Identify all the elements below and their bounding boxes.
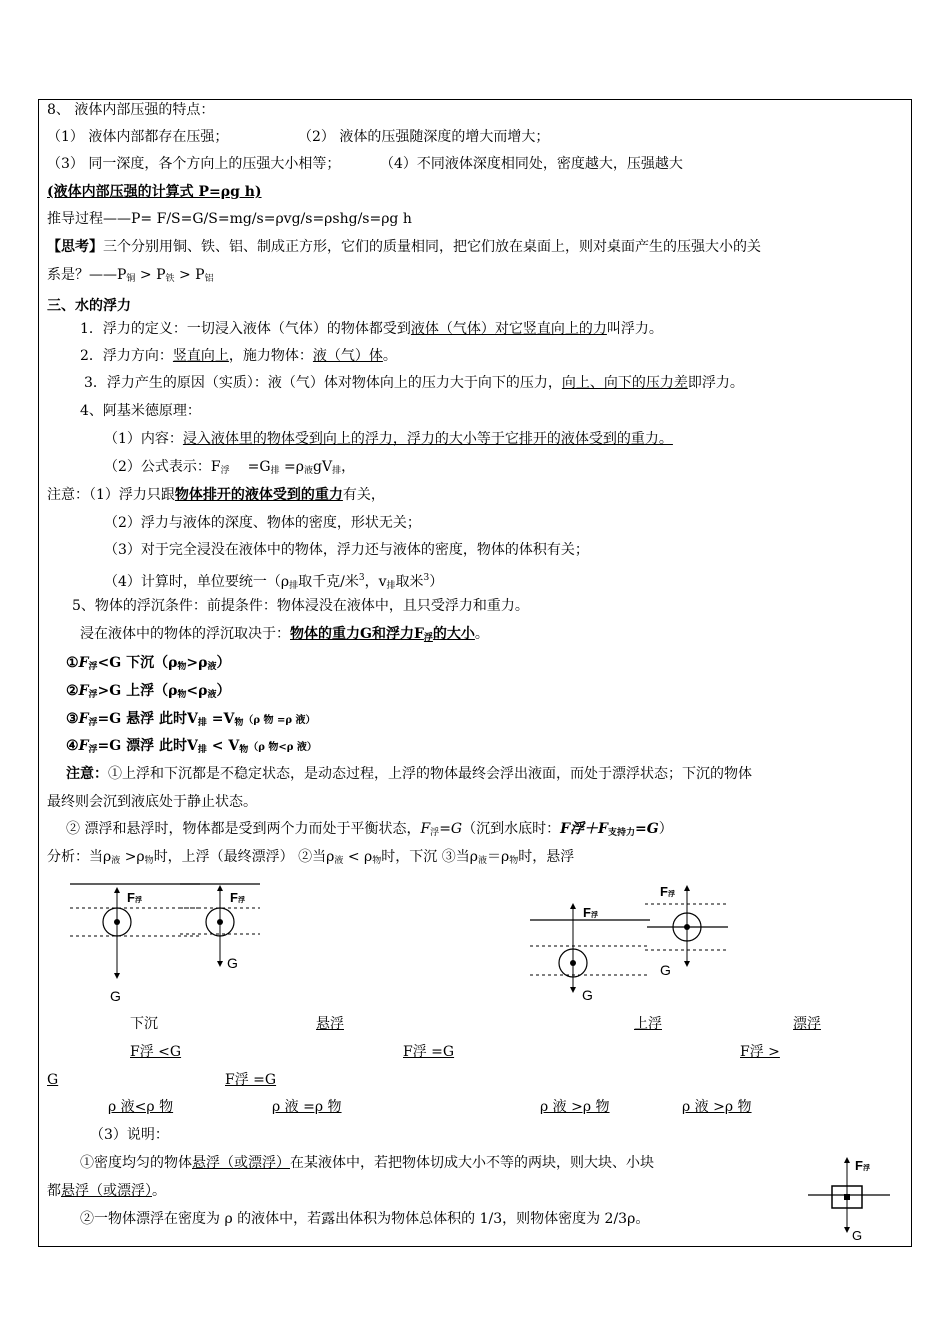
note-1: 注意：（1）浮力只跟物体排开的液体受到的重力有关， [47, 487, 385, 503]
relation-float: F浮 > [740, 1044, 780, 1060]
g-label: G [227, 955, 238, 971]
g-label: G [660, 962, 671, 978]
diagram-suspend [180, 884, 260, 971]
condition-suspend: $③F_浮=G$ 悬浮 此时$V_排 =V_物(\rho$ 物 =ρ 液） [66, 711, 316, 728]
rho-rise: ρ 液 >ρ 物 [540, 1099, 610, 1115]
g-label: G [582, 987, 593, 1003]
buoyancy-direction: 2．浮力方向：竖直向上，施力物体：液（气）体。 [80, 348, 397, 364]
note-3: （3）对于完全浸没在液体中的物体，浮力还与液体的密度，物体的体积有关； [104, 542, 589, 558]
attention-line-2: 最终则会沉到液底处于静止状态。 [47, 794, 257, 810]
property-1: （1） 液体内部都存在压强； [47, 129, 229, 145]
explain-2: 都悬浮（或漂浮）。 [47, 1183, 166, 1199]
attention-line-1: 注意：①上浮和下沉都是不稳定状态，是动态过程，上浮的物体最终会浮出液面，而处于漂浮状态；下沉的物体 [66, 766, 752, 782]
property-2: （2） 液体的压强随深度的增大而增大； [298, 129, 550, 145]
explain-3: ②一物体漂浮在密度为 ρ 的液体中，若露出体积为物体总体积的 1/3，则物体密度为 2/3ρ。 [80, 1211, 650, 1227]
archimedes-content: （1）内容：浸入液体里的物体受到向上的浮力，浮力的大小等于它排开的液体受到的重力。 [104, 431, 673, 447]
caption-sink: 下沉 [130, 1016, 158, 1032]
property-3: （3） 同一深度，各个方向上的压强大小相等； [47, 156, 341, 172]
g-label: G [852, 1228, 863, 1243]
sink-float-conditions: 5、物体的浮沉条件：前提条件：物体浸没在液体中，且只受浮力和重力。 [72, 598, 529, 614]
property-4: （4）不同液体深度相同处，密度越大，压强越大 [380, 156, 683, 172]
condition-float: $④F_浮=G$ 漂浮 此时$V_排 < V_物(\rho$ 物<ρ 液） [66, 738, 317, 755]
note-4: （4）计算时，单位要统一（$\rho_排$取千克/米$^3$，$v_排$取米$^3$） [104, 573, 444, 591]
fb-label: F浮 [855, 1158, 870, 1173]
buoyancy-diagrams [60, 872, 860, 1012]
caption-suspend: 悬浮 [316, 1016, 344, 1032]
attention-line-3: ② 漂浮和悬浮时，物体都是受到两个力而处于平衡状态，$F_浮=G$（沉到水底时：F浮$+F_{支持力}=G$） [66, 821, 673, 838]
analysis-line: 分析：当$\rho_液 >\rho_物$时，上浮（最终漂浮） ②当$\rho_液 < \rho_物$时，下沉 ③当$\rho_液=\rho_物$时，悬浮 [47, 849, 575, 866]
relation-sink: F浮 <G [130, 1044, 182, 1060]
pressure-formula: (液体内部压强的计算式 P=ρg h) [47, 184, 262, 200]
diagram-rise [530, 905, 650, 1003]
think-tag: 【思考】 [47, 239, 103, 255]
buoyancy-cause: 3．浮力产生的原因（实质）：液（气）体对物体向上的压力大于向下的压力，向上、向下的压力差即浮力。 [84, 375, 744, 391]
relation-float-g: G [47, 1072, 59, 1088]
explain-title: （3）说明： [90, 1127, 169, 1143]
think-line-1: 【思考】三个分别用铜、铁、铝、制成正方形，它们的质量相同，把它们放在桌面上，则对桌面产生的压强大小的关 [47, 239, 761, 255]
think-line-2: 系是？$——P_铜 > P_铁 > P_铝$ [47, 267, 214, 284]
caption-rise: 上浮 [634, 1016, 662, 1032]
rho-sink: ρ 液<ρ 物 [108, 1099, 174, 1115]
fb-label: F浮 [660, 884, 675, 899]
diagram-float [645, 884, 728, 978]
rho-suspend: ρ 液 =ρ 物 [272, 1099, 342, 1115]
condition-sink: $①F_浮<G$ 下沉$(\rho_物>\rho_液)$ [66, 655, 231, 672]
rho-float: ρ 液 >ρ 物 [682, 1099, 752, 1115]
diagram-sink [70, 884, 200, 1004]
note-2: （2）浮力与液体的深度、物体的密度，形状无关； [104, 515, 421, 531]
section8-title: 8、 液体内部压强的特点： [47, 102, 215, 118]
g-label: G [110, 988, 121, 1004]
box-float-diagram [800, 1152, 900, 1244]
fb-label: F浮 [230, 890, 245, 905]
archimedes-title: 4、阿基米德原理： [80, 403, 201, 419]
relation-rise: F浮 =G [225, 1072, 277, 1088]
relation-suspend: F浮 =G [403, 1044, 455, 1060]
section3-title: 三、水的浮力 [47, 298, 131, 314]
condition-rise: $②F_浮>G$ 上浮$(\rho_物<\rho_液)$ [66, 683, 231, 700]
sink-float-depends: 浸在液体中的物体的浮沉取决于：物体的重力G和浮力$F_浮$的大小。 [80, 626, 489, 643]
caption-float: 漂浮 [793, 1016, 821, 1032]
explain-1: ①密度均匀的物体悬浮（或漂浮）在某液体中，若把物体切成大小不等的两块，则大块、小块 [80, 1155, 654, 1171]
derivation: 推导过程——P= F/S=G/S=mg/s=ρvg/s=ρshg/s=ρg h [47, 211, 412, 227]
fb-label: F浮 [127, 890, 142, 905]
archimedes-formula: （2）公式表示：$F_浮 =G_排 =\rho_液gV_排$， [104, 459, 356, 476]
buoyancy-definition: 1．浮力的定义：一切浸入液体（气体）的物体都受到液体（气体）对它竖直向上的力叫浮力。 [80, 321, 663, 337]
fb-label: F浮 [583, 905, 598, 920]
